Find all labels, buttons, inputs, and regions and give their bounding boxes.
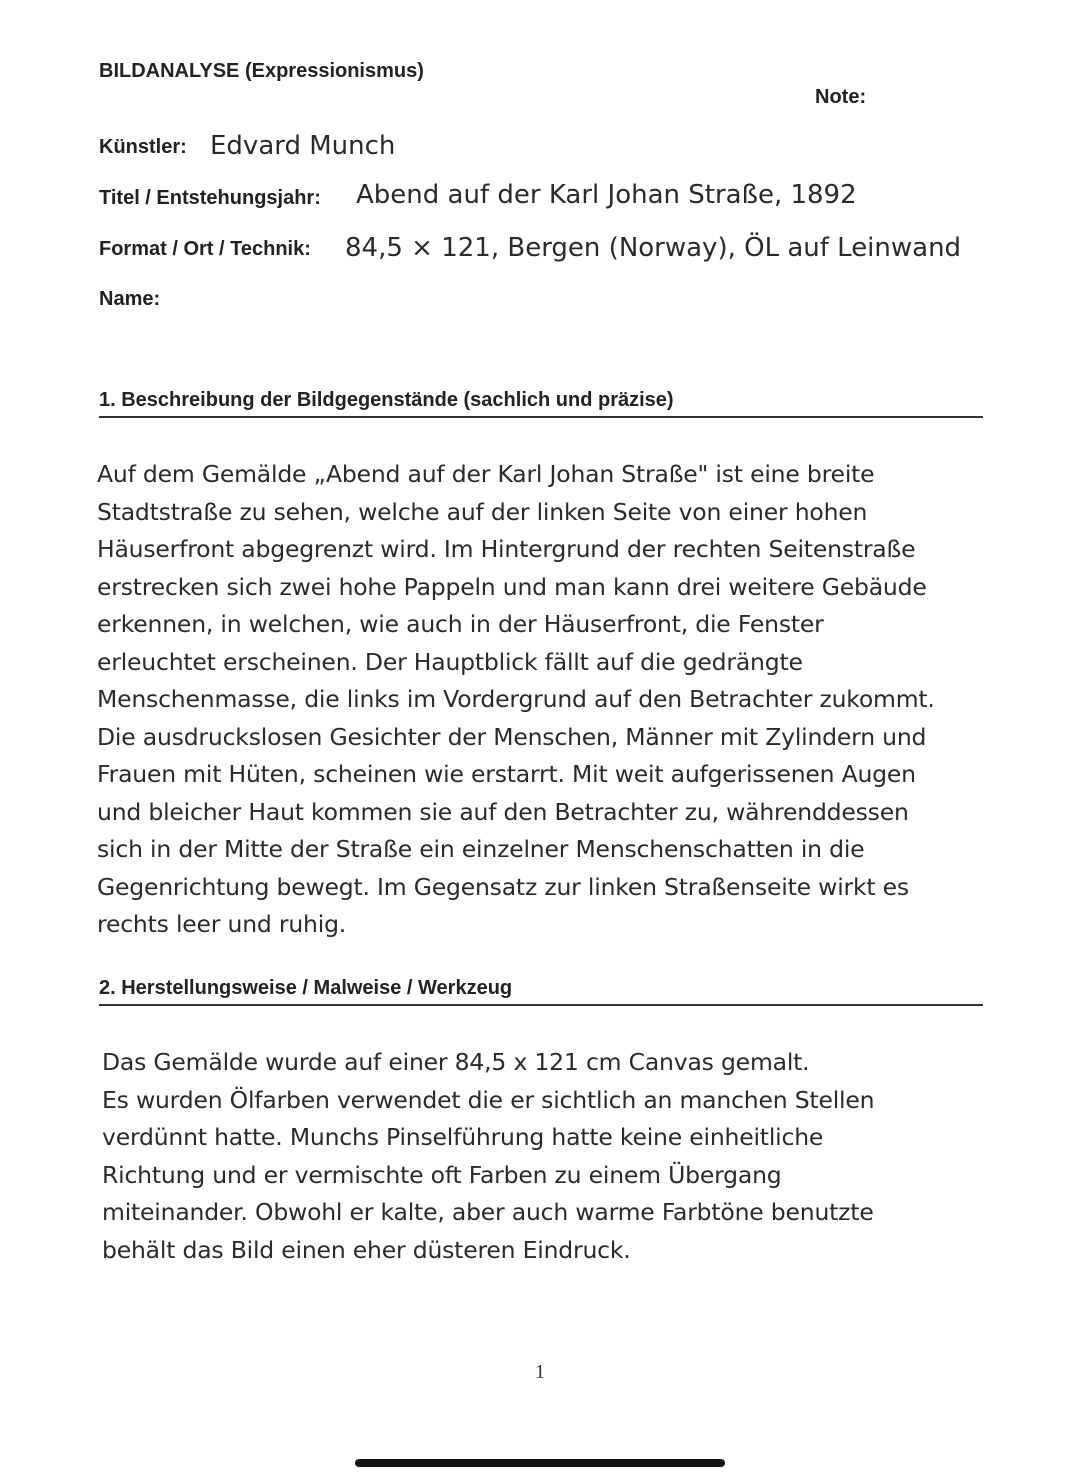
note-label: Note: — [815, 86, 867, 108]
text-line: Gegenrichtung bewegt. Im Gegensatz zur linken Straßenseite wirkt es — [97, 872, 909, 901]
text-line: rechts leer und ruhig. — [97, 910, 347, 938]
section-text-description — [97, 456, 935, 944]
home-indicator-bar[interactable] — [355, 1459, 725, 1467]
text-line: erkennen, in welchen, wie auch in der Häuserfront, die Fenster — [97, 610, 824, 638]
format-location-technique-value: 84,5 × 121, Bergen (Norway), ÖL auf Leinwand — [345, 233, 962, 263]
page-number: 1 — [535, 1361, 545, 1383]
text-line: behält das Bild einen eher düsteren Eindruck. — [102, 1235, 631, 1264]
text-line: erleuchtet erscheinen. Der Hauptblick fällt auf die gedrängte — [97, 647, 803, 676]
text-line: Richtung und er vermischte oft Farben zu einem Übergang — [102, 1160, 782, 1189]
artist-label: Künstler: — [99, 136, 187, 158]
text-line: und bleicher Haut kommen sie auf den Betrachter zu, währenddessen — [97, 797, 909, 826]
text-line: Frauen mit Hüten, scheinen wie erstarrt. Mit weit aufgerissenen Augen — [97, 760, 916, 788]
text-line: Häuserfront abgegrenzt wird. Im Hintergrund der rechten Seitenstraße — [97, 535, 916, 563]
document-title: BILDANALYSE (Expressionismus) — [99, 60, 424, 82]
text-line: Menschenmasse, die links im Vordergrund auf den Betrachter zukommt. — [97, 685, 935, 713]
artist-value: Edvard Munch — [210, 131, 396, 161]
text-line: sich in der Mitte der Straße ein einzelner Menschenschatten in die — [97, 835, 865, 863]
title-year-label: Titel / Entstehungsjahr: — [99, 187, 321, 209]
title-year-value: Abend auf der Karl Johan Straße, 1892 — [356, 180, 857, 210]
text-line: Die ausdruckslosen Gesichter der Menschen, Männer mit Zylindern und — [97, 722, 927, 751]
format-location-technique-label: Format / Ort / Technik: — [99, 238, 311, 260]
text-line: verdünnt hatte. Munchs Pinselführung hatte keine einheitliche — [102, 1123, 824, 1151]
section-text-technique — [102, 1044, 874, 1269]
name-label: Name: — [99, 288, 161, 310]
text-line: Auf dem Gemälde „Abend auf der Karl Johan Straße" ist eine breite — [97, 460, 875, 488]
text-line: Es wurden Ölfarben verwendet die er sichtlich an manchen Stellen — [102, 1085, 875, 1114]
section-heading-technique: 2. Herstellungsweise / Malweise / Werkzeug — [99, 977, 983, 1006]
section-heading-description: 1. Beschreibung der Bildgegenstände (sachlich und präzise) — [99, 389, 983, 418]
text-line: Stadtstraße zu sehen, welche auf der linken Seite von einer hohen — [97, 497, 868, 526]
text-line: miteinander. Obwohl er kalte, aber auch warme Farbtöne benutzte — [102, 1198, 874, 1226]
text-line: Das Gemälde wurde auf einer 84,5 x 121 cm Canvas gemalt. — [102, 1048, 810, 1076]
text-line: erstrecken sich zwei hohe Pappeln und man kann drei weitere Gebäude — [97, 572, 927, 601]
